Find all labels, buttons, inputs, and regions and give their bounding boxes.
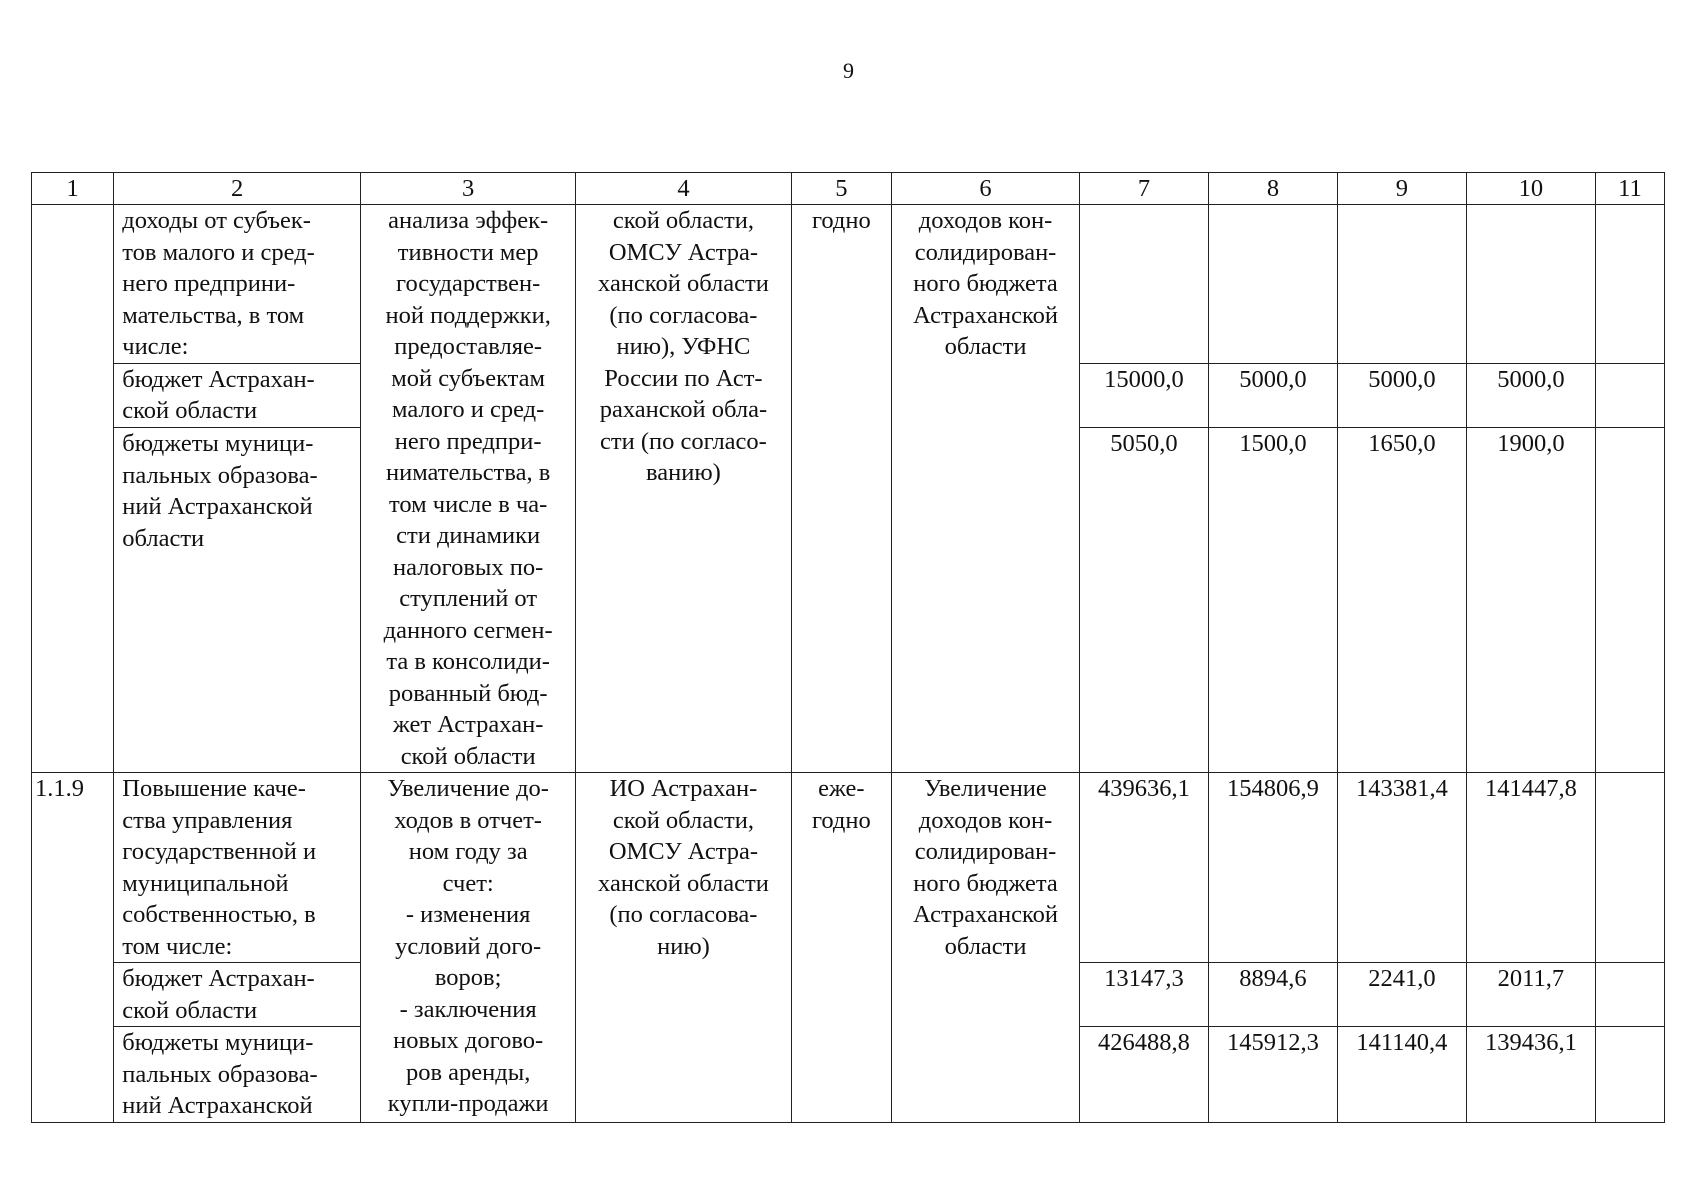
item-number-cell — [32, 205, 114, 773]
value-cell: 145912,3 — [1208, 1027, 1337, 1123]
value-cell — [1466, 205, 1595, 364]
budget-name-cell: бюджеты муници- пальных образова- ний Астраханской — [114, 1027, 361, 1123]
value-cell: 139436,1 — [1466, 1027, 1595, 1123]
indicator-cell: доходов кон- солидирован- ного бюджета Астраханской области — [892, 205, 1080, 773]
value-cell: 439636,1 — [1079, 773, 1208, 963]
indicator-cell: Увеличение доходов кон- солидирован- ного бюджета Астраханской области — [892, 773, 1080, 1123]
value-cell: 13147,3 — [1079, 963, 1208, 1027]
responsible-cell: ИО Астрахан- ской области, ОМСУ Астра- ханской области (по согласова- нию) — [576, 773, 791, 1123]
value-cell: 5000,0 — [1337, 363, 1466, 427]
responsible-cell: ской области, ОМСУ Астра- ханской области (по согласова- нию), УФНС России по Аст- раханской обла- сти (по согласо- ванию) — [576, 205, 791, 773]
value-cell: 2011,7 — [1466, 963, 1595, 1027]
value-cell — [1595, 205, 1664, 364]
item-number-cell: 1.1.9 — [32, 773, 114, 1123]
header-cell: 8 — [1208, 173, 1337, 205]
value-cell: 5000,0 — [1466, 363, 1595, 427]
value-cell: 154806,9 — [1208, 773, 1337, 963]
expected-result-cell: Увеличение до- ходов в отчет- ном году за счет: - изменения условий дого- воров; - заключения новых догово- ров аренды, купли-продажи — [361, 773, 576, 1123]
expected-result-cell: анализа эффек- тивности мер государствен- ной поддержки, предоставляе- мой субъектам малого и сред- него предпри- нимательства, в том числе в ча- сти динамики налоговых по- ступлений от данного сегмен- та в консолиди- рованный бюд- жет Астрахан- ской области — [361, 205, 576, 773]
value-cell — [1595, 428, 1664, 773]
budget-name-cell: бюджет Астрахан- ской области — [114, 963, 361, 1027]
header-cell: 4 — [576, 173, 791, 205]
value-cell: 15000,0 — [1079, 363, 1208, 427]
header-cell: 11 — [1595, 173, 1664, 205]
deadline-cell: годно — [791, 205, 892, 773]
measure-name-cell: Повышение каче- ства управления государственной и муниципальной собственностью, в том числе: — [114, 773, 361, 963]
value-cell — [1079, 205, 1208, 364]
header-cell: 10 — [1466, 173, 1595, 205]
measure-name-cell: доходы от субъек- тов малого и сред- него предприни- мательства, в том числе: — [114, 205, 361, 364]
measures-table — [31, 172, 1665, 1123]
value-cell — [1595, 363, 1664, 427]
value-cell: 141140,4 — [1337, 1027, 1466, 1123]
deadline-cell: еже- годно — [791, 773, 892, 1123]
header-cell: 7 — [1079, 173, 1208, 205]
table-row — [32, 773, 1665, 963]
header-cell: 6 — [892, 173, 1080, 205]
table-row — [32, 205, 1665, 364]
value-cell: 1500,0 — [1208, 428, 1337, 773]
value-cell: 143381,4 — [1337, 773, 1466, 963]
value-cell — [1337, 205, 1466, 364]
budget-name-cell: бюджеты муници- пальных образова- ний Астраханской области — [114, 428, 361, 773]
page-number: 9 — [843, 58, 854, 83]
value-cell: 2241,0 — [1337, 963, 1466, 1027]
budget-name-cell: бюджет Астрахан- ской области — [114, 363, 361, 427]
value-cell: 8894,6 — [1208, 963, 1337, 1027]
value-cell: 5050,0 — [1079, 428, 1208, 773]
header-row — [32, 173, 1665, 205]
value-cell: 141447,8 — [1466, 773, 1595, 963]
header-cell: 9 — [1337, 173, 1466, 205]
value-cell — [1595, 963, 1664, 1027]
value-cell: 1650,0 — [1337, 428, 1466, 773]
value-cell — [1595, 773, 1664, 963]
value-cell: 5000,0 — [1208, 363, 1337, 427]
value-cell: 1900,0 — [1466, 428, 1595, 773]
value-cell — [1595, 1027, 1664, 1123]
header-cell: 2 — [114, 173, 361, 205]
value-cell — [1208, 205, 1337, 364]
header-cell: 1 — [32, 173, 114, 205]
header-cell: 3 — [361, 173, 576, 205]
value-cell: 426488,8 — [1079, 1027, 1208, 1123]
header-cell: 5 — [791, 173, 892, 205]
